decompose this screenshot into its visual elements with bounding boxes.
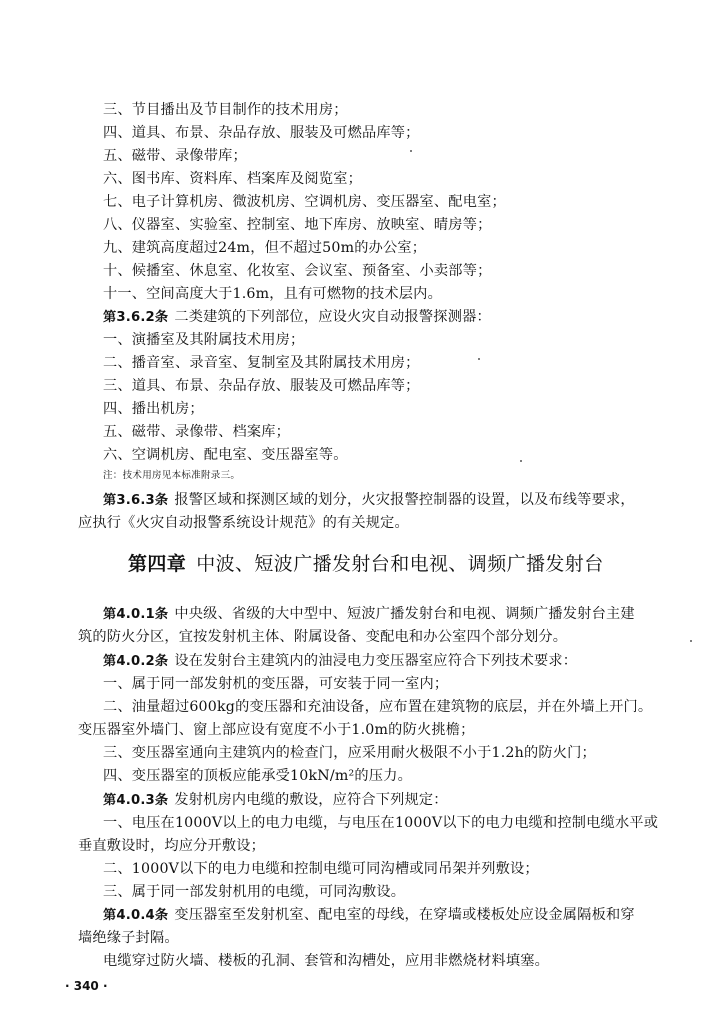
clause-number: 第3.6.3条: [103, 493, 169, 508]
list-item: 十一、空间高度大于1.6m，且有可燃物的技术层内。: [103, 286, 442, 302]
clause-4-0-1: [103, 605, 635, 624]
clause-text: 二类建筑的下列部位，应设火灾自动报警探测器：: [174, 309, 491, 325]
list-item: 四、变压器室的顶板应能承受10kN/m²的压力。: [103, 768, 412, 784]
clause-continuation: 应执行《火灾自动报警系统设计规范》的有关规定。: [78, 515, 409, 531]
list-item: 一、演播室及其附属技术用房；: [103, 332, 305, 348]
list-item: 三、道具、布景、杂品存放、服装及可燃品库等；: [103, 378, 420, 394]
list-item: 六、空调机房、配电室、变压器室等。: [103, 447, 348, 463]
list-item: 四、播出机房；: [103, 401, 204, 417]
clause-continuation: 筑的防火分区，宜按发射机主体、附属设备、变配电和办公室四个部分划分。: [78, 629, 568, 645]
clause-continuation: 墙绝缘子封隔。: [78, 930, 179, 946]
clause-text: 变压器室至发射机室、配电室的母线，在穿墙或楼板处应设金属隔板和穿: [174, 907, 635, 923]
list-item: 九、建筑高度超过24m，但不超过50m的办公室；: [103, 240, 427, 256]
list-item: 七、电子计算机房、微波机房、空调机房、变压器室、配电室；: [103, 194, 506, 210]
list-item-continuation: 变压器室外墙门、窗上部应设有宽度不小于1.0m的防火挑檐；: [78, 722, 475, 738]
clause-number: 第3.6.2条: [103, 310, 169, 325]
scan-speck: [520, 460, 522, 462]
list-item: 三、变压器室通向主建筑内的检查门，应采用耐火极限不小于1.2h的防火门；: [103, 745, 596, 761]
list-item: 五、磁带、录像带、档案库；: [103, 424, 291, 440]
list-item: 一、属于同一部发射机的变压器，可安装于同一室内；: [103, 676, 449, 692]
chapter-number: 第四章: [128, 553, 187, 575]
clause-text: 发射机房内电缆的敷设，应符合下列规定：: [174, 792, 448, 808]
list-item-continuation: 垂直敷设时，均应分开敷设；: [78, 838, 266, 854]
list-item: 四、道具、布景、杂品存放、服装及可燃品库等；: [103, 125, 420, 141]
list-item: 八、仪器室、实验室、控制室、地下库房、放映室、晴房等；: [103, 217, 492, 233]
clause-text: 设在发射台主建筑内的油浸电力变压器室应符合下列技术要求：: [174, 653, 578, 669]
list-item: 十、候播室、休息室、化妆室、会议室、预备室、小卖部等；: [103, 263, 492, 279]
clause-number: 第4.0.1条: [103, 607, 169, 622]
chapter-heading: [128, 552, 604, 576]
clause-text: 报警区域和探测区域的划分，火灾报警控制器的设置，以及布线等要求，: [174, 492, 635, 508]
list-item: 一、电压在1000V以上的电力电缆，与电压在1000V以下的电力电缆和控制电缆水平或: [103, 815, 659, 831]
page-number: · 340 ·: [65, 979, 108, 993]
clause-number: 第4.0.2条: [103, 654, 169, 669]
chapter-title: 中波、短波广播发射台和电视、调频广播发射台: [196, 553, 604, 575]
list-item: 三、属于同一部发射机用的电缆，可同沟敷设。: [103, 884, 406, 900]
scan-speck: [478, 358, 480, 360]
scan-speck: [410, 150, 412, 152]
clause-4-0-2: [103, 652, 577, 671]
list-item: 五、磁带、录像带库；: [103, 148, 247, 164]
clause-4-0-3: [103, 791, 448, 810]
clause-3-6-2: [103, 308, 491, 327]
list-item: 二、油量超过600kg的变压器和充油设备，应布置在建筑物的底层，并在外墙上开门。: [103, 699, 653, 715]
list-item: 六、图书库、资料库、档案库及阅览室；: [103, 171, 362, 187]
clause-number: 第4.0.4条: [103, 908, 169, 923]
clause-4-0-4: [103, 906, 635, 925]
list-item: 二、1000V以下的电力电缆和控制电缆可同沟槽或同吊架并列敷设；: [103, 861, 539, 877]
paragraph: 电缆穿过防火墙、楼板的孔洞、套管和沟槽处，应用非燃烧材料填塞。: [103, 953, 550, 969]
scan-speck: [690, 640, 692, 642]
footnote: 注：技术用房见本标准附录三。: [103, 470, 241, 481]
clause-number: 第4.0.3条: [103, 793, 169, 808]
clause-3-6-3: [103, 491, 635, 510]
clause-text: 中央级、省级的大中型中、短波广播发射台和电视、调频广播发射台主建: [174, 606, 635, 622]
list-item: 二、播音室、录音室、复制室及其附属技术用房；: [103, 355, 420, 371]
list-item: 三、节目播出及节目制作的技术用房；: [103, 102, 348, 118]
